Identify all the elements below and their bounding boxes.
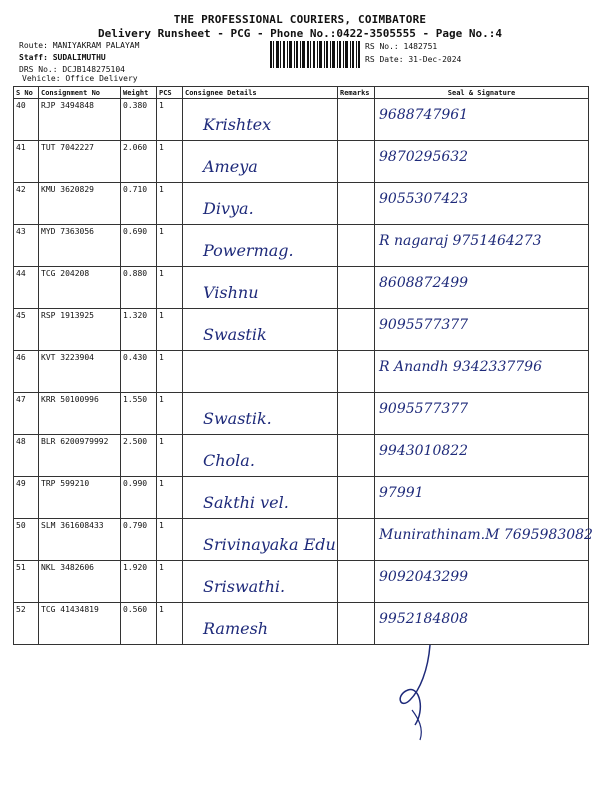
- row-signature: 97991: [379, 485, 424, 501]
- row-sno: 45: [14, 309, 39, 351]
- row-pcs: 1: [157, 603, 183, 645]
- row-consignment-no: SLM 361608433: [39, 519, 121, 561]
- table-row: [14, 309, 589, 351]
- row-remarks: [338, 141, 375, 183]
- table-row: [14, 393, 589, 435]
- col-consignee: Consignee Details: [183, 87, 338, 99]
- row-signature: 8608872499: [379, 275, 469, 291]
- row-remarks: [338, 393, 375, 435]
- row-pcs: 1: [157, 183, 183, 225]
- table-row: [14, 225, 589, 267]
- row-remarks: [338, 435, 375, 477]
- row-sno: 43: [14, 225, 39, 267]
- row-consignee: Powermag.: [203, 241, 294, 260]
- row-weight: 0.430: [121, 351, 157, 393]
- row-weight: 1.550: [121, 393, 157, 435]
- row-weight: 0.690: [121, 225, 157, 267]
- row-pcs: 1: [157, 225, 183, 267]
- drs-number: DRS No.: DCJB148275104: [19, 65, 125, 74]
- row-sno: 41: [14, 141, 39, 183]
- row-remarks: [338, 603, 375, 645]
- col-weight: Weight: [121, 87, 157, 99]
- row-consignment-no: TCG 204208: [39, 267, 121, 309]
- row-remarks: [338, 561, 375, 603]
- row-consignee: Krishtex: [203, 115, 272, 134]
- row-remarks: [338, 519, 375, 561]
- row-remarks: [338, 225, 375, 267]
- row-consignee: Sriswathi.: [203, 577, 286, 596]
- row-consignment-no: KVT 3223904: [39, 351, 121, 393]
- row-signature: Munirathinam.M 7695983082: [379, 527, 593, 543]
- row-consignment-no: NKL 3482606: [39, 561, 121, 603]
- row-pcs: 1: [157, 393, 183, 435]
- row-weight: 1.320: [121, 309, 157, 351]
- table-row: [14, 519, 589, 561]
- row-weight: 0.380: [121, 99, 157, 141]
- company-title: THE PROFESSIONAL COURIERS, COIMBATORE: [173, 13, 427, 26]
- row-consignment-no: TCG 41434819: [39, 603, 121, 645]
- vehicle-label: Vehicle: Office Delivery: [22, 74, 138, 83]
- row-remarks: [338, 351, 375, 393]
- row-consignee: Sakthi vel.: [203, 493, 289, 512]
- row-pcs: 1: [157, 99, 183, 141]
- row-weight: 2.060: [121, 141, 157, 183]
- row-consignment-no: TRP 599210: [39, 477, 121, 519]
- rs-number: RS No.: 1482751: [365, 42, 438, 51]
- table-row: [14, 603, 589, 645]
- row-consignee: Srivinayaka Edu: [203, 535, 336, 554]
- row-signature: R Anandh 9342337796: [379, 359, 542, 375]
- col-sno: S No: [14, 87, 39, 99]
- runsheet-subtitle: Delivery Runsheet - PCG - Phone No.:0422-3505555 - Page No.:4: [98, 27, 502, 40]
- row-consignment-no: MYD 7363056: [39, 225, 121, 267]
- row-signature: 9952184808: [379, 611, 469, 627]
- table-row: [14, 435, 589, 477]
- row-consignment-no: RJP 3494848: [39, 99, 121, 141]
- row-sno: 46: [14, 351, 39, 393]
- row-consignee: Vishnu: [203, 283, 259, 302]
- row-pcs: 1: [157, 435, 183, 477]
- runsheet-table: [13, 86, 593, 645]
- row-weight: 0.710: [121, 183, 157, 225]
- row-signature: 9943010822: [379, 443, 469, 459]
- col-signature: Seal & Signature: [375, 87, 589, 99]
- route-label: Route: MANIYAKRAM PALAYAM: [19, 41, 140, 50]
- row-sno: 44: [14, 267, 39, 309]
- row-signature: 9095577377: [379, 401, 469, 417]
- row-consignment-no: BLR 6200979992: [39, 435, 121, 477]
- row-pcs: 1: [157, 477, 183, 519]
- row-pcs: 1: [157, 351, 183, 393]
- row-consignee: Swastik: [203, 325, 267, 344]
- row-consignee: Ramesh: [203, 619, 269, 638]
- col-consignment: Consignment No: [39, 87, 121, 99]
- row-consignee: Chola.: [203, 451, 255, 470]
- row-weight: 2.500: [121, 435, 157, 477]
- row-sno: 49: [14, 477, 39, 519]
- row-signature: 9688747961: [379, 107, 469, 123]
- signature-scribble: [380, 640, 460, 760]
- row-remarks: [338, 99, 375, 141]
- table-row: [14, 99, 589, 141]
- table-row: [14, 351, 589, 393]
- row-sno: 40: [14, 99, 39, 141]
- row-remarks: [338, 183, 375, 225]
- row-pcs: 1: [157, 141, 183, 183]
- barcode: [270, 41, 360, 68]
- row-remarks: [338, 267, 375, 309]
- row-sno: 50: [14, 519, 39, 561]
- row-consignment-no: TUT 7042227: [39, 141, 121, 183]
- row-pcs: 1: [157, 267, 183, 309]
- row-weight: 1.920: [121, 561, 157, 603]
- row-weight: 0.790: [121, 519, 157, 561]
- table-row: [14, 477, 589, 519]
- row-signature: 9870295632: [379, 149, 469, 165]
- row-sno: 42: [14, 183, 39, 225]
- rs-date: RS Date: 31-Dec-2024: [365, 55, 462, 64]
- row-consignment-no: KRR 50100996: [39, 393, 121, 435]
- row-remarks: [338, 477, 375, 519]
- table-header: [14, 87, 589, 99]
- row-sno: 51: [14, 561, 39, 603]
- row-signature: R nagaraj 9751464273: [379, 233, 542, 249]
- row-weight: 0.560: [121, 603, 157, 645]
- row-consignee: Divya.: [203, 199, 254, 218]
- table-row: [14, 561, 589, 603]
- row-signature: 9095577377: [379, 317, 469, 333]
- row-signature: 9092043299: [379, 569, 469, 585]
- table-row: [14, 183, 589, 225]
- row-remarks: [338, 309, 375, 351]
- row-sno: 47: [14, 393, 39, 435]
- row-signature: 9055307423: [379, 191, 469, 207]
- row-weight: 0.990: [121, 477, 157, 519]
- row-consignee: Ameya: [203, 157, 258, 176]
- row-pcs: 1: [157, 519, 183, 561]
- col-remarks: Remarks: [338, 87, 375, 99]
- row-consignment-no: KMU 3620829: [39, 183, 121, 225]
- row-sno: 48: [14, 435, 39, 477]
- col-pcs: PCS: [157, 87, 183, 99]
- row-consignment-no: RSP 1913925: [39, 309, 121, 351]
- table-row: [14, 141, 589, 183]
- row-pcs: 1: [157, 561, 183, 603]
- row-pcs: 1: [157, 309, 183, 351]
- table-row: [14, 267, 589, 309]
- row-weight: 0.880: [121, 267, 157, 309]
- row-sno: 52: [14, 603, 39, 645]
- staff-label: Staff: SUDALIMUTHU: [19, 53, 106, 62]
- row-consignee: Swastik.: [203, 409, 272, 428]
